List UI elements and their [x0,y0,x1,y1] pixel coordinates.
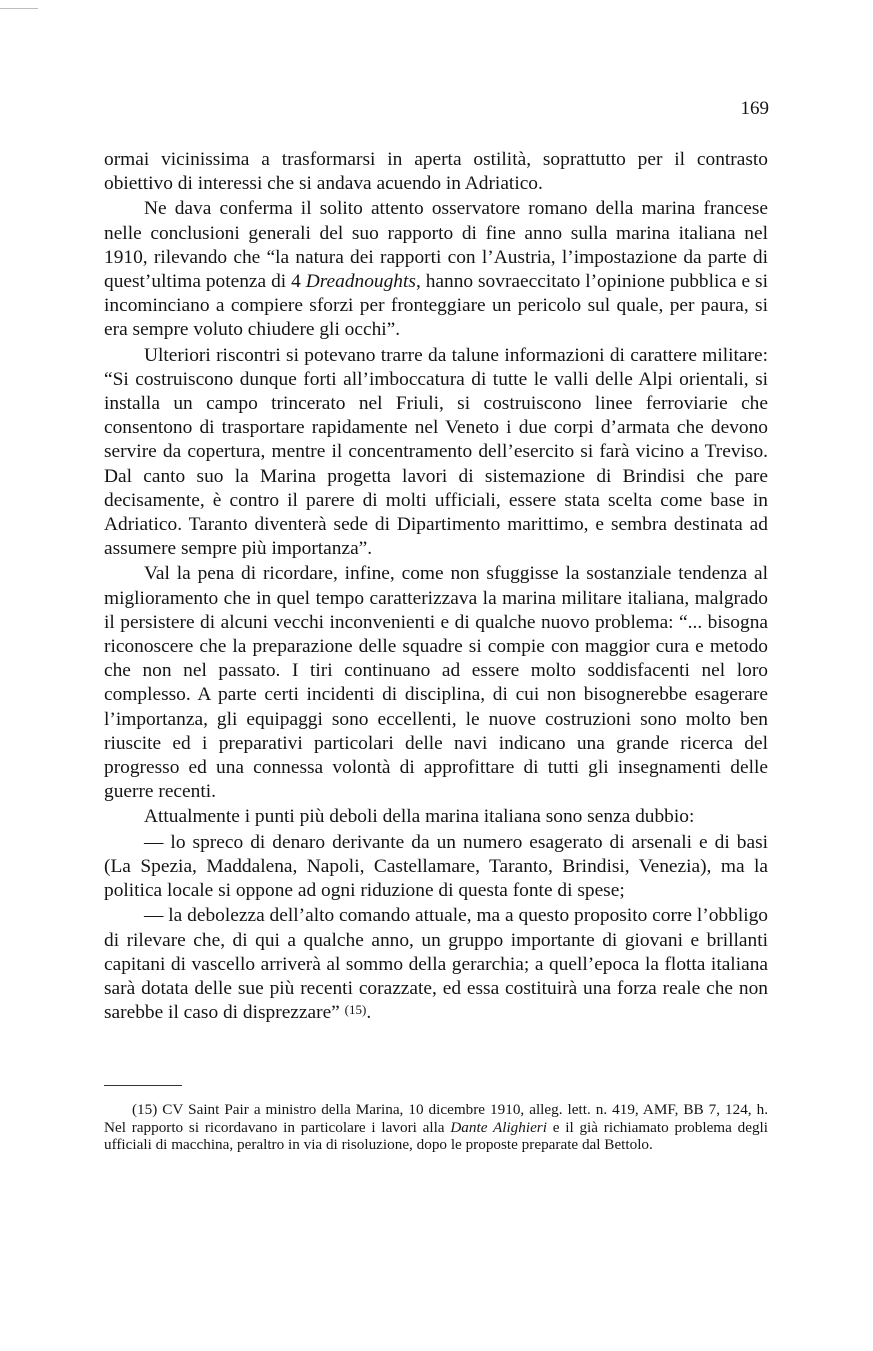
paragraph-3 [104,344,768,562]
paragraph-5 [104,805,768,829]
paragraph-7 [104,904,768,1025]
footnote-text-start: (15) CV Saint Pair a ministro della Marina, 10 dicembre 1910, alleg. lett. n. 419, AMF, BB 7, 124, h. Nel rapporto si ricordavano in particolare i lavori alla [104,1101,768,1136]
paragraph-2 [104,197,768,342]
footnote-reference: (15) [344,1002,367,1018]
scan-edge-mark [0,8,38,9]
footnote-text-end: e il già richiamato problema degli ufficiali di macchina, peraltro in via di risoluzione, dopo le proposte preparate dal Bettolo. [104,1118,769,1153]
dreadnoughts-term: Dreadnoughts [305,271,416,293]
body-text [104,148,768,1026]
dante-alighieri-term: Dante Alighieri [450,1118,547,1136]
paragraph-7-text: — la debolezza dell’alto comando attuale, ma a questo proposito corre l’obbligo di rilevare che, di qui a qualche anno, un gruppo importante di giovani e brillanti capitani di vascello arriverà al sommo della gerarchia; a quell’epoca la flotta italiana sarà dotata delle sue più recenti corazzate, ed essa costituirà una forza reale che non sarebbe il caso di disprezzare” [104,905,768,1024]
paragraph-3-text: Ulteriori riscontri si potevano trarre da talune informazioni di carattere militare: “Si costruiscono dunque forti all’imboccatura di tutte le valli delle Alpi orientali, si installa un campo trincerato nel Friuli, si costruiscono linee ferroviarie che consentono di trasportare rapidamente nel Veneto i due corpi d’armata che devono servire da copertura, mentre il concentramento dell’esercito si farà vicino a Treviso. Dal canto suo la Marina progetta lavori di sistemazione di Brindisi che pare decisamente, è contro il parere di molti ufficiali, essere stata scelta come base in Adriatico. Taranto diventerà sede di Dipartimento marittimo, e sembra destinata ad assumere sempre più importanza”. [104,344,768,560]
paragraph-2-text-start: Ne dava conferma il solito attento osservatore romano della marina francese nelle conclusioni generali del suo rapporto di fine anno sulla marina italiana nel 1910, rilevando che “la natura dei rapporti con l’Austria, l’impostazione da parte di quest’ultima potenza di 4 [104,198,768,293]
paragraph-6 [104,831,768,904]
footnote-15 [104,1101,768,1154]
paragraph-1-text: ormai vicinissima a trasformarsi in aperta ostilità, soprattutto per il contrasto obiettivo di interessi che si andava acuendo in Adriatico. [104,149,768,195]
paragraph-1 [104,148,768,196]
paragraph-4-text: Val la pena di ricordare, infine, come non sfuggisse la sostanziale tendenza al miglioramento che in quel tempo caratterizzava la marina militare italiana, malgrado il persistere di alcuni vecchi inconvenienti e di qualche nuovo problema: “... bisogna riconoscere che la preparazione delle squadre si compie con maggior cura e metodo che non nel passato. I tiri continuano ad essere molto soddisfacenti nel loro complesso. A parte certi incidenti di disciplina, di cui non bisognerebbe esagerare l’importanza, gli equipaggi sono eccellenti, le nuove costruzioni sono molto ben riuscite ed i preparativi particolari delle navi indicano una grande ricerca del progresso ed una connessa volontà di approfittare di tutti gli insegnamenti delle guerre recenti. [104,563,768,803]
paragraph-5-text: Attualmente i punti più deboli della marina italiana sono senza dubbio: [144,806,695,828]
paragraph-2-text-end: , hanno sovraeccitato l’opinione pubblica e si incominciano a compiere sforzi per fronteggiare un pericolo sul quale, per paura, si era sempre voluto chiudere gli occhi”. [104,271,768,341]
paragraph-4 [104,562,768,804]
paragraph-6-text: — lo spreco di denaro derivante da un numero esagerato di arsenali e di basi (La Spezia, Maddalena, Napoli, Castellamare, Taranto, Brindisi, Venezia), ma la politica locale si oppone ad ogni riduzione di questa fonte di spese; [104,831,768,902]
footnote-separator [104,1085,182,1086]
page-number: 169 [740,98,769,119]
paragraph-7-end: . [366,1002,372,1024]
